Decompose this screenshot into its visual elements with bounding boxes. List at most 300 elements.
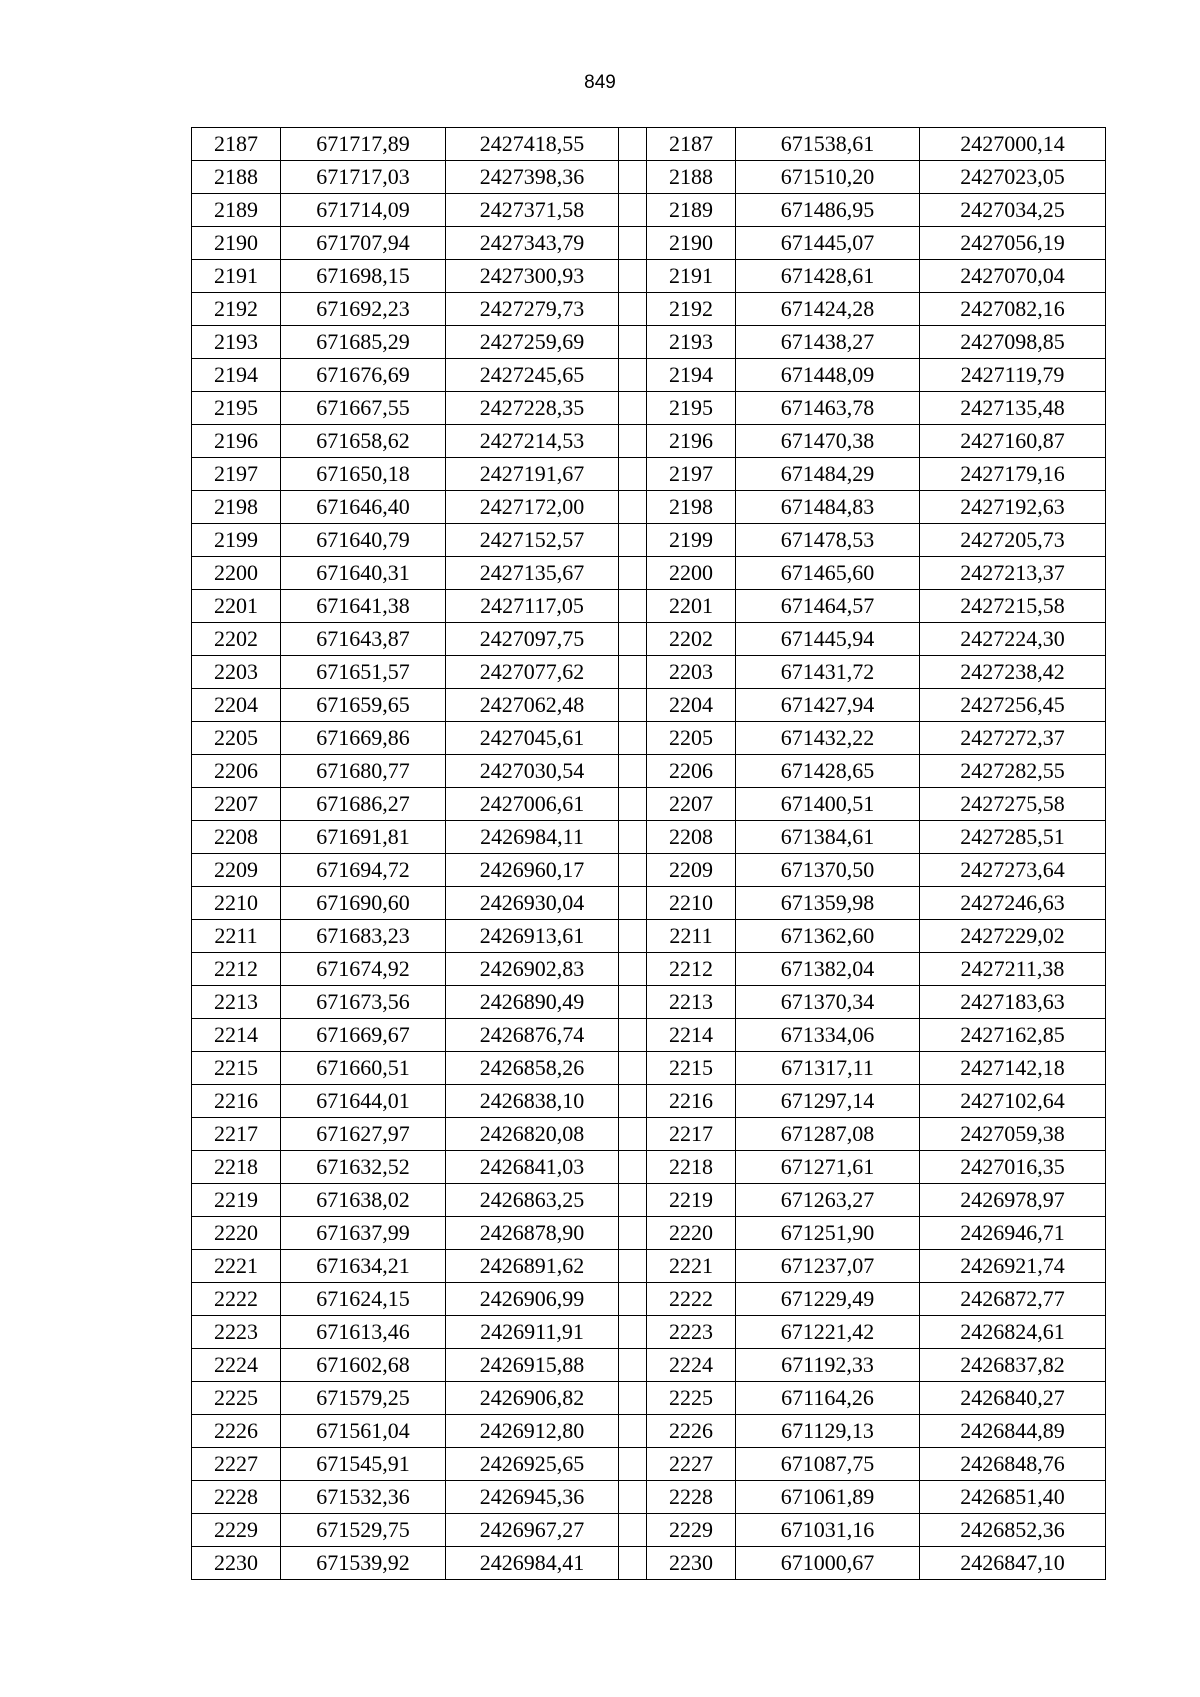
table-row xyxy=(192,1250,1106,1283)
point-number-right: 2211 xyxy=(647,920,736,953)
y-coordinate-left: 2426945,36 xyxy=(446,1481,619,1514)
point-number-left: 2207 xyxy=(192,788,281,821)
y-coordinate-right: 2426978,97 xyxy=(920,1184,1106,1217)
table-row xyxy=(192,953,1106,986)
point-number-right: 2189 xyxy=(647,194,736,227)
separator-cell xyxy=(619,194,647,227)
x-coordinate-left: 671667,55 xyxy=(281,392,446,425)
x-coordinate-left: 671640,79 xyxy=(281,524,446,557)
y-coordinate-left: 2426878,90 xyxy=(446,1217,619,1250)
point-number-right: 2194 xyxy=(647,359,736,392)
x-coordinate-left: 671683,23 xyxy=(281,920,446,953)
separator-cell xyxy=(619,524,647,557)
y-coordinate-right: 2427142,18 xyxy=(920,1052,1106,1085)
x-coordinate-right: 671400,51 xyxy=(736,788,920,821)
y-coordinate-right: 2426824,61 xyxy=(920,1316,1106,1349)
x-coordinate-left: 671638,02 xyxy=(281,1184,446,1217)
y-coordinate-right: 2427282,55 xyxy=(920,755,1106,788)
separator-cell xyxy=(619,656,647,689)
separator-cell xyxy=(619,1019,647,1052)
table-row xyxy=(192,1217,1106,1250)
point-number-left: 2214 xyxy=(192,1019,281,1052)
point-number-left: 2202 xyxy=(192,623,281,656)
x-coordinate-right: 671486,95 xyxy=(736,194,920,227)
x-coordinate-left: 671624,15 xyxy=(281,1283,446,1316)
y-coordinate-left: 2426925,65 xyxy=(446,1448,619,1481)
point-number-right: 2225 xyxy=(647,1382,736,1415)
y-coordinate-left: 2426902,83 xyxy=(446,953,619,986)
x-coordinate-left: 671694,72 xyxy=(281,854,446,887)
x-coordinate-right: 671221,42 xyxy=(736,1316,920,1349)
y-coordinate-right: 2426946,71 xyxy=(920,1217,1106,1250)
point-number-left: 2225 xyxy=(192,1382,281,1415)
y-coordinate-left: 2426841,03 xyxy=(446,1151,619,1184)
y-coordinate-right: 2427256,45 xyxy=(920,689,1106,722)
separator-cell xyxy=(619,458,647,491)
y-coordinate-left: 2426863,25 xyxy=(446,1184,619,1217)
point-number-right: 2195 xyxy=(647,392,736,425)
y-coordinate-right: 2427023,05 xyxy=(920,161,1106,194)
table-row xyxy=(192,227,1106,260)
y-coordinate-left: 2427062,48 xyxy=(446,689,619,722)
table-row xyxy=(192,854,1106,887)
separator-cell xyxy=(619,1283,647,1316)
x-coordinate-left: 671674,92 xyxy=(281,953,446,986)
point-number-right: 2191 xyxy=(647,260,736,293)
point-number-left: 2213 xyxy=(192,986,281,1019)
x-coordinate-right: 671431,72 xyxy=(736,656,920,689)
table-row xyxy=(192,1283,1106,1316)
table-row xyxy=(192,161,1106,194)
point-number-left: 2187 xyxy=(192,128,281,161)
x-coordinate-right: 671428,65 xyxy=(736,755,920,788)
table-row xyxy=(192,128,1106,161)
point-number-right: 2187 xyxy=(647,128,736,161)
separator-cell xyxy=(619,1316,647,1349)
x-coordinate-right: 671424,28 xyxy=(736,293,920,326)
y-coordinate-left: 2426876,74 xyxy=(446,1019,619,1052)
y-coordinate-left: 2427228,35 xyxy=(446,392,619,425)
point-number-right: 2209 xyxy=(647,854,736,887)
table-row xyxy=(192,1481,1106,1514)
x-coordinate-right: 671061,89 xyxy=(736,1481,920,1514)
point-number-right: 2192 xyxy=(647,293,736,326)
point-number-left: 2226 xyxy=(192,1415,281,1448)
y-coordinate-left: 2427006,61 xyxy=(446,788,619,821)
point-number-right: 2193 xyxy=(647,326,736,359)
y-coordinate-left: 2427045,61 xyxy=(446,722,619,755)
x-coordinate-left: 671651,57 xyxy=(281,656,446,689)
y-coordinate-right: 2427056,19 xyxy=(920,227,1106,260)
x-coordinate-left: 671685,29 xyxy=(281,326,446,359)
separator-cell xyxy=(619,1118,647,1151)
table-row xyxy=(192,920,1106,953)
point-number-right: 2197 xyxy=(647,458,736,491)
y-coordinate-right: 2427119,79 xyxy=(920,359,1106,392)
table-row xyxy=(192,821,1106,854)
y-coordinate-left: 2427418,55 xyxy=(446,128,619,161)
table-row xyxy=(192,392,1106,425)
x-coordinate-left: 671529,75 xyxy=(281,1514,446,1547)
x-coordinate-left: 671680,77 xyxy=(281,755,446,788)
y-coordinate-right: 2426844,89 xyxy=(920,1415,1106,1448)
x-coordinate-left: 671676,69 xyxy=(281,359,446,392)
y-coordinate-left: 2426930,04 xyxy=(446,887,619,920)
point-number-left: 2190 xyxy=(192,227,281,260)
y-coordinate-right: 2427016,35 xyxy=(920,1151,1106,1184)
table-row xyxy=(192,788,1106,821)
table-row xyxy=(192,491,1106,524)
x-coordinate-left: 671613,46 xyxy=(281,1316,446,1349)
separator-cell xyxy=(619,1514,647,1547)
x-coordinate-left: 671634,21 xyxy=(281,1250,446,1283)
separator-cell xyxy=(619,1481,647,1514)
separator-cell xyxy=(619,1184,647,1217)
y-coordinate-left: 2426890,49 xyxy=(446,986,619,1019)
point-number-right: 2222 xyxy=(647,1283,736,1316)
point-number-left: 2198 xyxy=(192,491,281,524)
separator-cell xyxy=(619,920,647,953)
y-coordinate-left: 2426960,17 xyxy=(446,854,619,887)
x-coordinate-left: 671686,27 xyxy=(281,788,446,821)
y-coordinate-left: 2426891,62 xyxy=(446,1250,619,1283)
x-coordinate-right: 671445,94 xyxy=(736,623,920,656)
point-number-left: 2203 xyxy=(192,656,281,689)
y-coordinate-right: 2427273,64 xyxy=(920,854,1106,887)
separator-cell xyxy=(619,1250,647,1283)
y-coordinate-left: 2427259,69 xyxy=(446,326,619,359)
separator-cell xyxy=(619,755,647,788)
y-coordinate-right: 2427102,64 xyxy=(920,1085,1106,1118)
separator-cell xyxy=(619,1547,647,1580)
table-row xyxy=(192,326,1106,359)
x-coordinate-left: 671717,03 xyxy=(281,161,446,194)
x-coordinate-right: 671428,61 xyxy=(736,260,920,293)
y-coordinate-left: 2426906,99 xyxy=(446,1283,619,1316)
y-coordinate-left: 2427398,36 xyxy=(446,161,619,194)
x-coordinate-left: 671579,25 xyxy=(281,1382,446,1415)
x-coordinate-right: 671297,14 xyxy=(736,1085,920,1118)
table-row xyxy=(192,623,1106,656)
coordinates-table-body xyxy=(192,128,1106,1580)
x-coordinate-right: 671237,07 xyxy=(736,1250,920,1283)
x-coordinate-left: 671659,65 xyxy=(281,689,446,722)
y-coordinate-right: 2427183,63 xyxy=(920,986,1106,1019)
x-coordinate-right: 671384,61 xyxy=(736,821,920,854)
point-number-right: 2200 xyxy=(647,557,736,590)
separator-cell xyxy=(619,1085,647,1118)
point-number-left: 2218 xyxy=(192,1151,281,1184)
x-coordinate-right: 671359,98 xyxy=(736,887,920,920)
y-coordinate-right: 2427059,38 xyxy=(920,1118,1106,1151)
point-number-right: 2205 xyxy=(647,722,736,755)
table-row xyxy=(192,590,1106,623)
separator-cell xyxy=(619,359,647,392)
point-number-left: 2208 xyxy=(192,821,281,854)
point-number-left: 2209 xyxy=(192,854,281,887)
separator-cell xyxy=(619,1415,647,1448)
y-coordinate-right: 2427272,37 xyxy=(920,722,1106,755)
x-coordinate-right: 671317,11 xyxy=(736,1052,920,1085)
point-number-right: 2229 xyxy=(647,1514,736,1547)
x-coordinate-right: 671334,06 xyxy=(736,1019,920,1052)
separator-cell xyxy=(619,953,647,986)
table-row xyxy=(192,1547,1106,1580)
x-coordinate-right: 671538,61 xyxy=(736,128,920,161)
table-row xyxy=(192,194,1106,227)
point-number-right: 2210 xyxy=(647,887,736,920)
separator-cell xyxy=(619,1382,647,1415)
separator-cell xyxy=(619,260,647,293)
y-coordinate-left: 2427300,93 xyxy=(446,260,619,293)
point-number-right: 2217 xyxy=(647,1118,736,1151)
separator-cell xyxy=(619,1217,647,1250)
point-number-left: 2229 xyxy=(192,1514,281,1547)
y-coordinate-left: 2427152,57 xyxy=(446,524,619,557)
point-number-right: 2212 xyxy=(647,953,736,986)
x-coordinate-right: 671164,26 xyxy=(736,1382,920,1415)
x-coordinate-left: 671539,92 xyxy=(281,1547,446,1580)
x-coordinate-right: 671087,75 xyxy=(736,1448,920,1481)
point-number-left: 2188 xyxy=(192,161,281,194)
separator-cell xyxy=(619,491,647,524)
y-coordinate-right: 2427213,37 xyxy=(920,557,1106,590)
y-coordinate-right: 2427082,16 xyxy=(920,293,1106,326)
y-coordinate-left: 2426915,88 xyxy=(446,1349,619,1382)
y-coordinate-right: 2426837,82 xyxy=(920,1349,1106,1382)
separator-cell xyxy=(619,854,647,887)
point-number-left: 2199 xyxy=(192,524,281,557)
table-row xyxy=(192,722,1106,755)
separator-cell xyxy=(619,326,647,359)
y-coordinate-left: 2427191,67 xyxy=(446,458,619,491)
point-number-right: 2214 xyxy=(647,1019,736,1052)
point-number-left: 2189 xyxy=(192,194,281,227)
separator-cell xyxy=(619,425,647,458)
y-coordinate-left: 2427214,53 xyxy=(446,425,619,458)
point-number-left: 2230 xyxy=(192,1547,281,1580)
table-row xyxy=(192,1151,1106,1184)
point-number-right: 2219 xyxy=(647,1184,736,1217)
point-number-right: 2226 xyxy=(647,1415,736,1448)
point-number-left: 2197 xyxy=(192,458,281,491)
point-number-right: 2201 xyxy=(647,590,736,623)
x-coordinate-left: 671691,81 xyxy=(281,821,446,854)
table-row xyxy=(192,1382,1106,1415)
x-coordinate-right: 671445,07 xyxy=(736,227,920,260)
table-row xyxy=(192,1415,1106,1448)
x-coordinate-left: 671692,23 xyxy=(281,293,446,326)
y-coordinate-left: 2427172,00 xyxy=(446,491,619,524)
table-row xyxy=(192,359,1106,392)
point-number-left: 2224 xyxy=(192,1349,281,1382)
separator-cell xyxy=(619,788,647,821)
table-row xyxy=(192,458,1106,491)
point-number-left: 2200 xyxy=(192,557,281,590)
x-coordinate-right: 671438,27 xyxy=(736,326,920,359)
y-coordinate-left: 2426838,10 xyxy=(446,1085,619,1118)
y-coordinate-right: 2427160,87 xyxy=(920,425,1106,458)
y-coordinate-left: 2427097,75 xyxy=(446,623,619,656)
x-coordinate-right: 671129,13 xyxy=(736,1415,920,1448)
y-coordinate-left: 2426984,41 xyxy=(446,1547,619,1580)
separator-cell xyxy=(619,128,647,161)
x-coordinate-left: 671627,97 xyxy=(281,1118,446,1151)
y-coordinate-right: 2427192,63 xyxy=(920,491,1106,524)
x-coordinate-right: 671510,20 xyxy=(736,161,920,194)
separator-cell xyxy=(619,1052,647,1085)
coordinates-table xyxy=(191,127,1106,1580)
x-coordinate-right: 671448,09 xyxy=(736,359,920,392)
point-number-right: 2188 xyxy=(647,161,736,194)
point-number-left: 2223 xyxy=(192,1316,281,1349)
y-coordinate-right: 2426848,76 xyxy=(920,1448,1106,1481)
y-coordinate-right: 2427179,16 xyxy=(920,458,1106,491)
point-number-right: 2204 xyxy=(647,689,736,722)
x-coordinate-left: 671646,40 xyxy=(281,491,446,524)
x-coordinate-right: 671484,83 xyxy=(736,491,920,524)
point-number-left: 2219 xyxy=(192,1184,281,1217)
y-coordinate-left: 2427135,67 xyxy=(446,557,619,590)
x-coordinate-right: 671484,29 xyxy=(736,458,920,491)
y-coordinate-right: 2427135,48 xyxy=(920,392,1106,425)
separator-cell xyxy=(619,887,647,920)
point-number-right: 2206 xyxy=(647,755,736,788)
y-coordinate-left: 2427279,73 xyxy=(446,293,619,326)
point-number-right: 2213 xyxy=(647,986,736,1019)
table-row xyxy=(192,1085,1106,1118)
separator-cell xyxy=(619,293,647,326)
x-coordinate-right: 671465,60 xyxy=(736,557,920,590)
point-number-left: 2217 xyxy=(192,1118,281,1151)
y-coordinate-right: 2427070,04 xyxy=(920,260,1106,293)
y-coordinate-left: 2426906,82 xyxy=(446,1382,619,1415)
separator-cell xyxy=(619,689,647,722)
table-row xyxy=(192,293,1106,326)
point-number-right: 2224 xyxy=(647,1349,736,1382)
point-number-right: 2223 xyxy=(647,1316,736,1349)
y-coordinate-left: 2427117,05 xyxy=(446,590,619,623)
x-coordinate-left: 671698,15 xyxy=(281,260,446,293)
point-number-left: 2216 xyxy=(192,1085,281,1118)
y-coordinate-left: 2426820,08 xyxy=(446,1118,619,1151)
point-number-right: 2228 xyxy=(647,1481,736,1514)
point-number-right: 2207 xyxy=(647,788,736,821)
x-coordinate-left: 671637,99 xyxy=(281,1217,446,1250)
point-number-right: 2215 xyxy=(647,1052,736,1085)
y-coordinate-right: 2427000,14 xyxy=(920,128,1106,161)
y-coordinate-right: 2427215,58 xyxy=(920,590,1106,623)
table-row xyxy=(192,755,1106,788)
point-number-right: 2196 xyxy=(647,425,736,458)
point-number-left: 2204 xyxy=(192,689,281,722)
point-number-left: 2228 xyxy=(192,1481,281,1514)
x-coordinate-left: 671632,52 xyxy=(281,1151,446,1184)
y-coordinate-left: 2426967,27 xyxy=(446,1514,619,1547)
x-coordinate-left: 671650,18 xyxy=(281,458,446,491)
x-coordinate-left: 671658,62 xyxy=(281,425,446,458)
table-row xyxy=(192,1052,1106,1085)
x-coordinate-right: 671031,16 xyxy=(736,1514,920,1547)
y-coordinate-right: 2426921,74 xyxy=(920,1250,1106,1283)
separator-cell xyxy=(619,1151,647,1184)
x-coordinate-left: 671602,68 xyxy=(281,1349,446,1382)
y-coordinate-right: 2427034,25 xyxy=(920,194,1106,227)
table-row xyxy=(192,1019,1106,1052)
table-row xyxy=(192,986,1106,1019)
table-row xyxy=(192,1118,1106,1151)
separator-cell xyxy=(619,986,647,1019)
y-coordinate-left: 2427343,79 xyxy=(446,227,619,260)
point-number-right: 2221 xyxy=(647,1250,736,1283)
point-number-left: 2222 xyxy=(192,1283,281,1316)
point-number-left: 2215 xyxy=(192,1052,281,1085)
point-number-right: 2190 xyxy=(647,227,736,260)
point-number-right: 2220 xyxy=(647,1217,736,1250)
point-number-left: 2212 xyxy=(192,953,281,986)
y-coordinate-right: 2427162,85 xyxy=(920,1019,1106,1052)
point-number-left: 2221 xyxy=(192,1250,281,1283)
x-coordinate-left: 671707,94 xyxy=(281,227,446,260)
y-coordinate-right: 2427211,38 xyxy=(920,953,1106,986)
separator-cell xyxy=(619,821,647,854)
y-coordinate-right: 2426852,36 xyxy=(920,1514,1106,1547)
y-coordinate-right: 2426872,77 xyxy=(920,1283,1106,1316)
point-number-left: 2191 xyxy=(192,260,281,293)
point-number-right: 2227 xyxy=(647,1448,736,1481)
y-coordinate-left: 2426913,61 xyxy=(446,920,619,953)
point-number-right: 2208 xyxy=(647,821,736,854)
x-coordinate-left: 671644,01 xyxy=(281,1085,446,1118)
page-number: 849 xyxy=(584,72,616,93)
x-coordinate-left: 671673,56 xyxy=(281,986,446,1019)
point-number-left: 2195 xyxy=(192,392,281,425)
x-coordinate-right: 671427,94 xyxy=(736,689,920,722)
separator-cell xyxy=(619,557,647,590)
point-number-left: 2211 xyxy=(192,920,281,953)
separator-cell xyxy=(619,590,647,623)
x-coordinate-right: 671251,90 xyxy=(736,1217,920,1250)
separator-cell xyxy=(619,227,647,260)
point-number-left: 2193 xyxy=(192,326,281,359)
y-coordinate-left: 2426911,91 xyxy=(446,1316,619,1349)
table-row xyxy=(192,689,1106,722)
table-row xyxy=(192,1349,1106,1382)
y-coordinate-left: 2426858,26 xyxy=(446,1052,619,1085)
y-coordinate-left: 2427245,65 xyxy=(446,359,619,392)
separator-cell xyxy=(619,161,647,194)
y-coordinate-left: 2427077,62 xyxy=(446,656,619,689)
x-coordinate-left: 671643,87 xyxy=(281,623,446,656)
y-coordinate-right: 2427229,02 xyxy=(920,920,1106,953)
separator-cell xyxy=(619,722,647,755)
table-row xyxy=(192,1448,1106,1481)
x-coordinate-left: 671690,60 xyxy=(281,887,446,920)
y-coordinate-left: 2426984,11 xyxy=(446,821,619,854)
separator-cell xyxy=(619,392,647,425)
point-number-left: 2205 xyxy=(192,722,281,755)
table-row xyxy=(192,1514,1106,1547)
point-number-right: 2216 xyxy=(647,1085,736,1118)
x-coordinate-left: 671717,89 xyxy=(281,128,446,161)
y-coordinate-right: 2426847,10 xyxy=(920,1547,1106,1580)
x-coordinate-right: 671000,67 xyxy=(736,1547,920,1580)
separator-cell xyxy=(619,623,647,656)
table-row xyxy=(192,425,1106,458)
y-coordinate-left: 2427371,58 xyxy=(446,194,619,227)
separator-cell xyxy=(619,1349,647,1382)
x-coordinate-right: 671432,22 xyxy=(736,722,920,755)
